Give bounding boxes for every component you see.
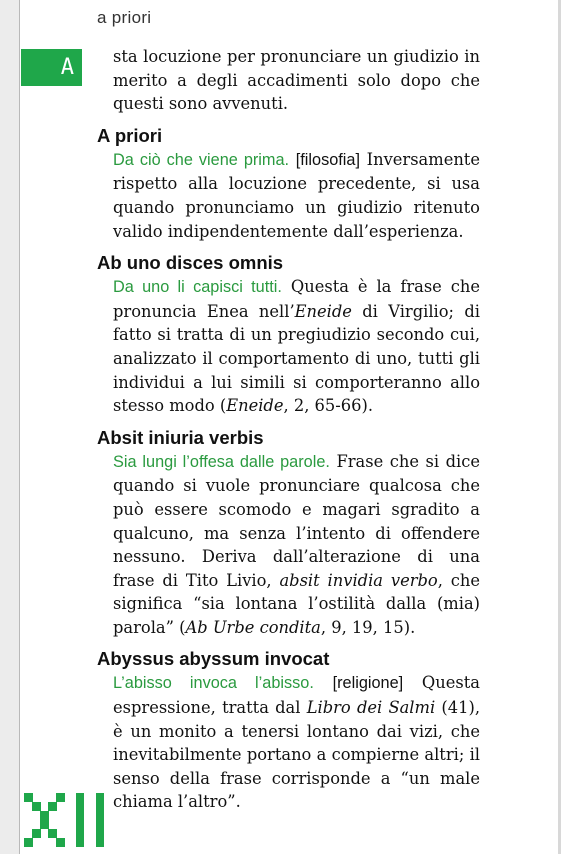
entry-text: Inversamente rispetto alla locuzione precedente, si usa quando pronunciamo un giudizio ritenuto valido indipendentemente dall’esperienza.	[113, 149, 480, 241]
entry-headword: Ab uno disces omnis	[97, 252, 284, 274]
entry-text: Questa espressione, tratta dal	[113, 673, 480, 718]
dictionary-content	[97, 45, 480, 814]
letter-tab: A	[21, 49, 82, 86]
entry-translation: Da ciò che viene prima.	[113, 150, 290, 169]
entry-text: , 2, 65-66).	[283, 396, 374, 416]
entry-text: , che significa “sia lontana l’ostilità dalla (mia) parola” (	[113, 570, 481, 637]
entry-text: Questa è la frase che pronuncia Enea nell’	[113, 277, 481, 321]
entry-body	[113, 275, 480, 418]
entry-translation: L’abisso invoca l’abisso.	[113, 674, 314, 693]
entry-ab-uno-disces-omnis	[97, 251, 480, 418]
entry-text-italic: Ab Urbe condita	[185, 617, 321, 637]
entry-translation: Sia lungi l’offesa dalle parole.	[113, 452, 330, 471]
entry-headword: Abyssus abyssum invocat	[97, 648, 330, 670]
entry-headword: A priori	[97, 124, 163, 146]
domain-tag: [filosofia]	[295, 150, 360, 169]
entry-text-italic: Libro dei Salmi	[306, 698, 436, 718]
entry-text-italic: Eneide	[294, 301, 352, 321]
entry-body	[113, 148, 480, 243]
entry-absit-iniuria-verbis	[97, 426, 480, 640]
entry-text: di Virgilio; di fatto si tratta di un pregiudizio secondo cui, analizzato il comportamento di uno, tutti gli individui a lui simili si comporteranno allo stesso modo (	[113, 301, 480, 416]
entry-abyssus-abyssum-invocat	[97, 647, 480, 814]
entry-text-italic: Eneide	[226, 396, 284, 416]
entry-body	[113, 671, 480, 814]
entry-a-priori	[97, 124, 480, 243]
continuation-text: sta locuzione per pronunciare un giudizio in merito a degli accadimenti solo dopo che questi sono avvenuti.	[113, 47, 480, 114]
entry-translation: Da uno li capisci tutti.	[113, 278, 282, 297]
entry-text: Frase che si dice quando si vuole pronunciare qualcosa che può essere scomodo e magari sgradito a qualcuno, ma senza l’intento di offendere nessuno. Deriva dall’alterazione di una frase di Tito Livio,	[113, 451, 480, 590]
domain-tag: [religione]	[332, 674, 404, 693]
entry-headword: Absit iniuria verbis	[97, 426, 264, 448]
entry-text: (41), è un monito a tenersi lontano dai vizi, che inevitabilmente portano a compierne altri; il senso della frase corrisponde a “un male chiama l’altro”.	[113, 698, 480, 812]
entry-body	[113, 450, 480, 640]
page-number	[24, 793, 108, 853]
entry-text-italic: absit invidia verbo	[279, 570, 438, 590]
entry-text: , 9, 19, 15).	[320, 617, 416, 637]
left-margin-rule	[0, 0, 20, 854]
running-head: a priori	[97, 8, 152, 27]
page-number-pixel-glyph	[24, 793, 108, 849]
